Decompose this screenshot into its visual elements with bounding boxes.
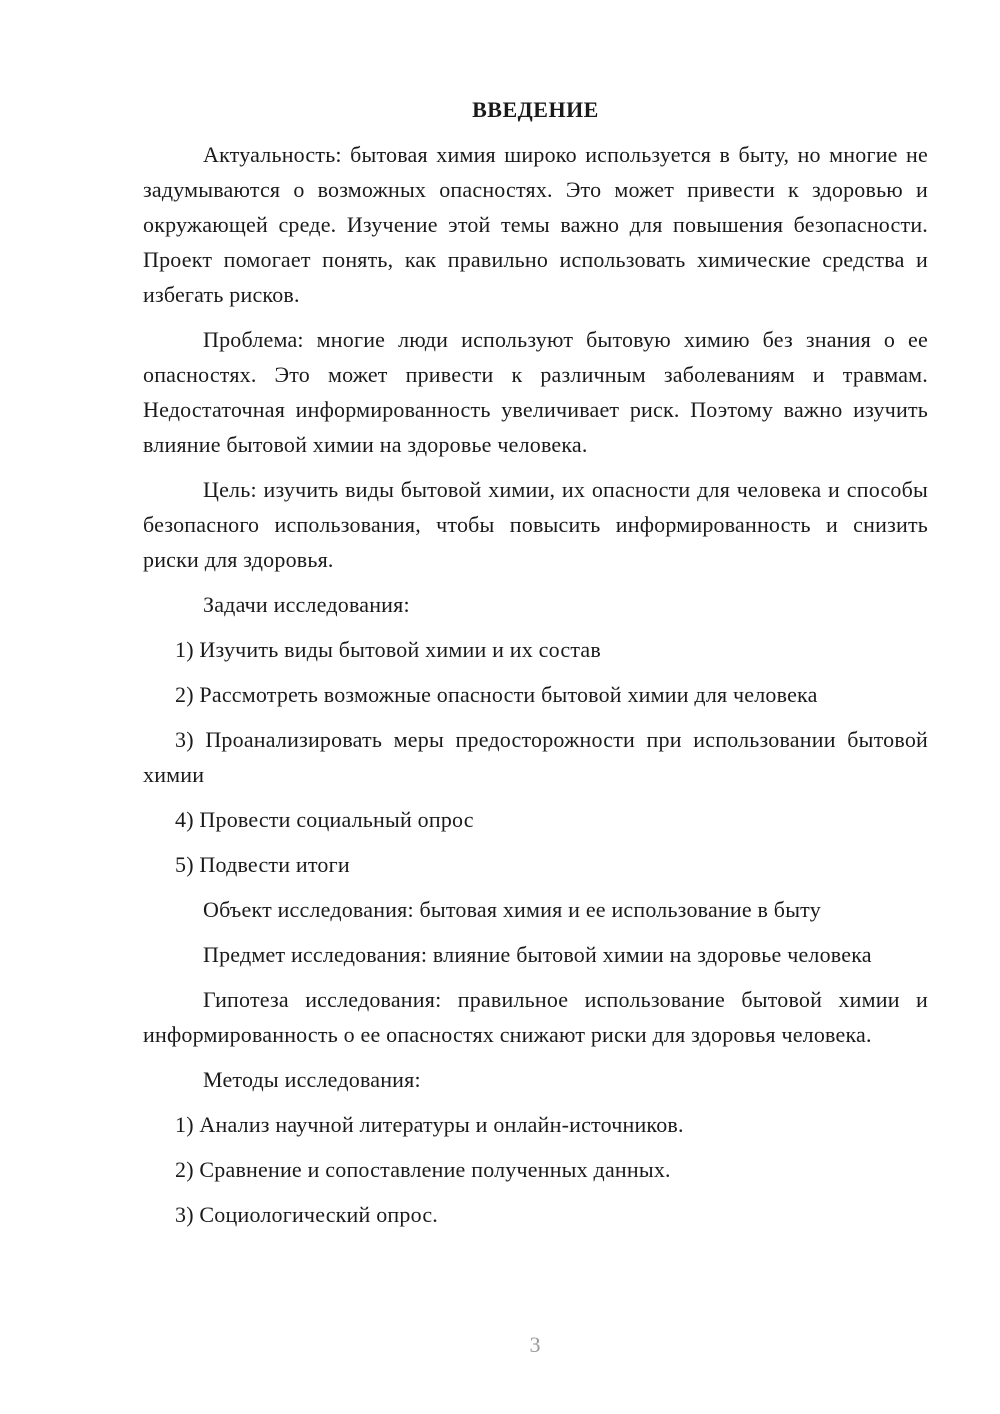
task-item-5: 5) Подвести итоги (175, 852, 350, 877)
relevance-paragraph: Актуальность: бытовая химия широко используется в быту, но многие не задумываются о возможных опасностях. Это может привести к здоровью и окружающей среде. Изучение этой темы важно для повышения безопасности. Проект помогает понять, как правильно использовать химические средства и избегать рисков. (143, 142, 928, 307)
hypothesis-paragraph: Гипотеза исследования: правильное использование бытовой химии и информированность о ее опасностях снижают риски для здоровья человека. (143, 987, 928, 1047)
problem-paragraph: Проблема: многие люди используют бытовую химию без знания о ее опасностях. Это может привести к различным заболеваниям и травмам. Недостаточная информированность увеличивает риск. Поэтому важно изучить влияние бытовой химии на здоровье человека. (143, 327, 928, 457)
tasks-heading: Задачи исследования: (203, 592, 410, 617)
method-item-2: 2) Сравнение и сопоставление полученных данных. (175, 1157, 671, 1182)
methods-heading: Методы исследования: (203, 1067, 421, 1092)
goal-paragraph: Цель: изучить виды бытовой химии, их опасности для человека и способы безопасного использования, чтобы повысить информированность и снизить риски для здоровья. (143, 477, 928, 572)
subject-paragraph: Предмет исследования: влияние бытовой химии на здоровье человека (203, 942, 872, 967)
page-number: 3 (529, 1332, 541, 1357)
method-item-1: 1) Анализ научной литературы и онлайн-источников. (175, 1112, 684, 1137)
task-item-1: 1) Изучить виды бытовой химии и их состав (175, 637, 601, 662)
task-item-4: 4) Провести социальный опрос (175, 807, 474, 832)
method-item-3: 3) Социологический опрос. (175, 1202, 438, 1227)
object-paragraph: Объект исследования: бытовая химия и ее использование в быту (203, 897, 821, 922)
task-item-2: 2) Рассмотреть возможные опасности бытовой химии для человека (175, 682, 818, 707)
task-item-3: 3) Проанализировать меры предосторожности при использовании бытовой химии (143, 727, 928, 787)
page-title: ВВЕДЕНИЕ (472, 97, 599, 122)
document-page (143, 92, 928, 1242)
